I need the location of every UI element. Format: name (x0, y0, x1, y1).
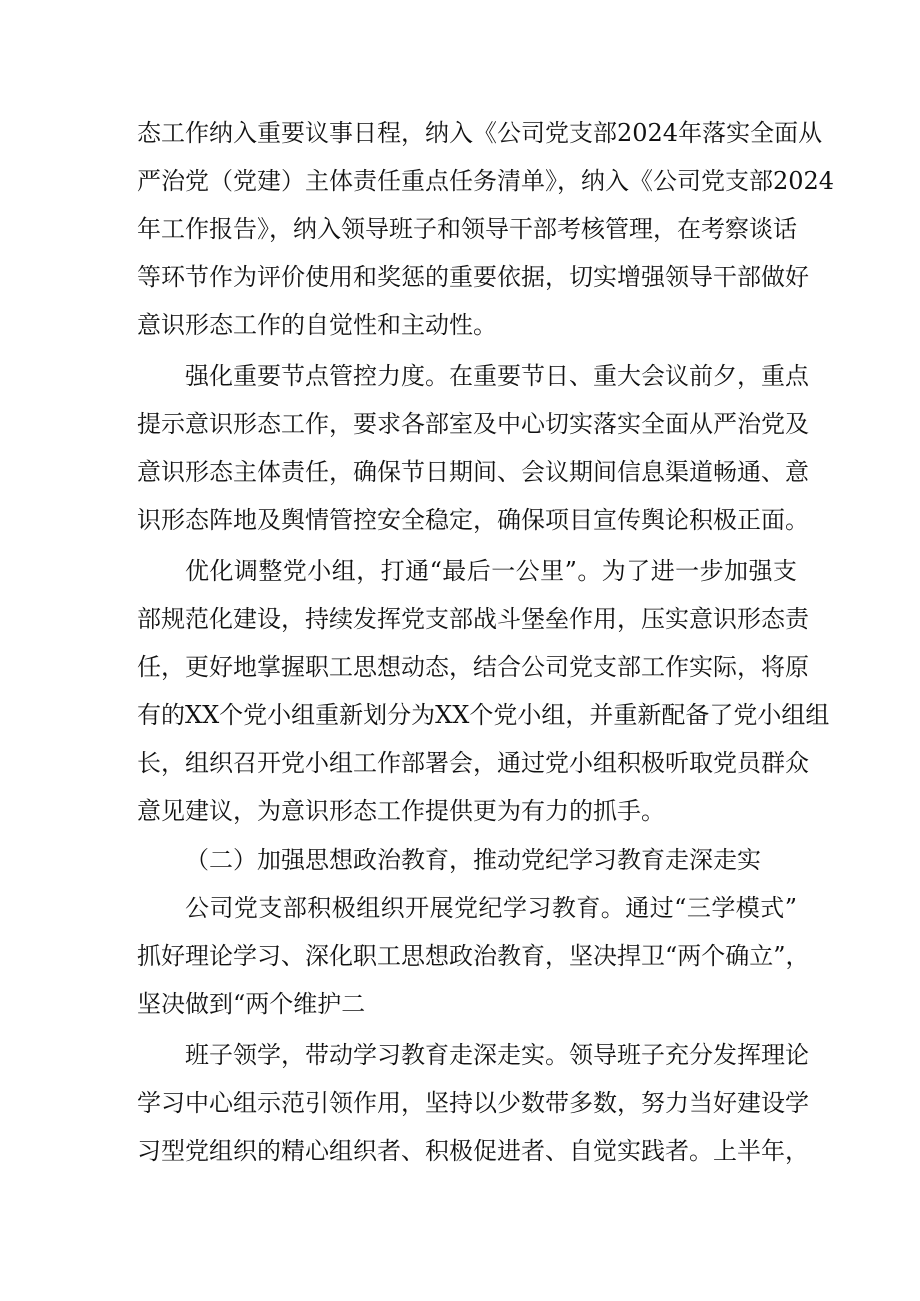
text-line: 等环节作为评价使用和奖惩的重要依据，切实增强领导干部做好 (137, 263, 809, 291)
text-line: 优化调整党小组，打通“最后一公里”。为了进一步加强支 (185, 557, 797, 585)
text-line: 识形态阵地及舆情管控安全稳定，确保项目宣传舆论积极正面。 (137, 506, 809, 534)
text-line: 抓好理论学习、深化职工思想政治教育，坚决捍卫“两个确立”， (137, 942, 810, 970)
text-line: 严治党（党建）主体责任重点任务清单》，纳入《公司党支部2024 (137, 167, 835, 195)
text-line: 任，更好地掌握职工思想动态，结合公司党支部工作实际，将原 (137, 653, 809, 681)
text-line: 意识形态主体责任，确保节日期间、会议期间信息渠道畅通、意 (137, 458, 809, 486)
text-line: 学习中心组示范引领作用，坚持以少数带多数，努力当好建设学 (137, 1089, 809, 1117)
text-line: 坚决做到“两个维护二 (137, 990, 366, 1018)
text-line: 意识形态工作的自觉性和主动性。 (137, 311, 497, 339)
text-line: 长，组织召开党小组工作部署会，通过党小组积极听取党员群众 (137, 749, 809, 777)
text-line: 意见建议，为意识形态工作提供更为有力的抓手。 (137, 797, 665, 825)
text-line: 部规范化建设，持续发挥党支部战斗堡垒作用，压实意识形态责 (137, 605, 809, 633)
text-line: 习型党组织的精心组织者、积极促进者、自觉实践者。上半年， (137, 1137, 809, 1165)
text-line: 年工作报告》，纳入领导班子和领导干部考核管理，在考察谈话 (137, 215, 797, 243)
text-line: 强化重要节点管控力度。在重要节日、重大会议前夕，重点 (185, 362, 809, 390)
text-line: 态工作纳入重要议事日程，纳入《公司党支部2024年落实全面从 (137, 119, 823, 147)
section-heading: （二）加强思想政治教育，推动党纪学习教育走深走实 (185, 846, 761, 874)
text-line: 公司党支部积极组织开展党纪学习教育。通过“三学模式” (185, 894, 797, 922)
text-line: 有的XX个党小组重新划分为XX个党小组，并重新配备了党小组组 (137, 701, 830, 729)
text-line: 班子领学，带动学习教育走深走实。领导班子充分发挥理论 (185, 1041, 809, 1069)
text-line: 提示意识形态工作，要求各部室及中心切实落实全面从严治党及 (137, 410, 809, 438)
